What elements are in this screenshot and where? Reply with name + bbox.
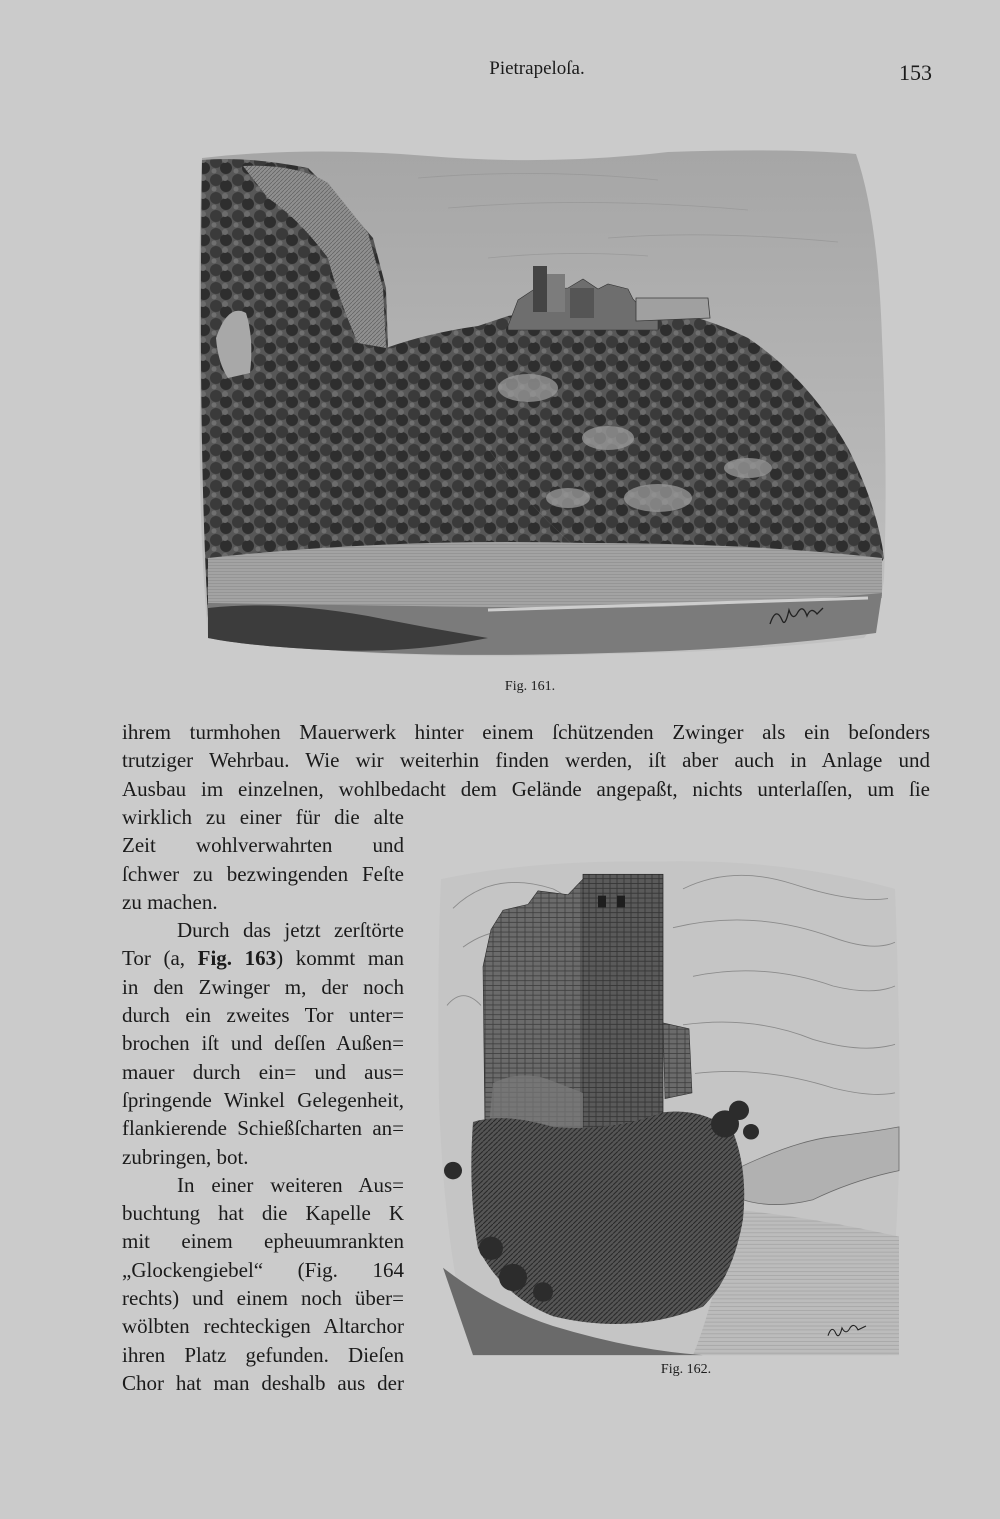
figure-162-caption: Fig. 162. bbox=[660, 1362, 712, 1377]
figure-161-caption: Fig. 161. bbox=[504, 679, 556, 694]
meadow bbox=[208, 542, 882, 608]
body-text-line: rechts) und einem noch über= bbox=[122, 1286, 404, 1311]
body-text-line: In einer weiteren Aus= bbox=[177, 1172, 404, 1197]
body-text-line: ſchwer zu bezwingenden Feſte bbox=[122, 861, 404, 886]
ruined-tower bbox=[483, 874, 692, 1141]
running-title: Pietrapeloſa. bbox=[489, 58, 585, 79]
body-text-line bbox=[122, 944, 404, 972]
body-text-line: ſpringende Winkel Gelegenheit, bbox=[122, 1087, 404, 1112]
body-text-line: ihrem turmhohen Mauerwerk hinter einem ſchützenden Zwinger als ein beſonders bbox=[122, 720, 930, 744]
body-text-line: durch ein zweites Tor unter= bbox=[122, 1003, 404, 1028]
body-text-line: Durch das jetzt zerſtörte bbox=[177, 918, 404, 943]
figure-161-illustration bbox=[188, 138, 888, 668]
body-text-line: mauer durch ein= und aus= bbox=[122, 1059, 404, 1084]
body-text-line: „Glockengiebel“ (Fig. 164 bbox=[122, 1257, 404, 1282]
body-text-line: brochen iſt und deſſen Außen= bbox=[122, 1031, 404, 1056]
body-text-line: trutziger Wehrbau. Wie wir weiterhin finden werden, iſt aber auch in Anlage und bbox=[122, 748, 930, 773]
body-text-line: in den Zwinger m, der noch bbox=[122, 974, 404, 999]
body-text-line: Zeit wohlverwahrten und bbox=[122, 833, 404, 858]
tower-window bbox=[598, 896, 606, 908]
body-text-line: ihren Platz gefunden. Dieſen bbox=[122, 1342, 404, 1367]
figure-reference: Fig. 163 bbox=[197, 946, 277, 971]
tower-annex bbox=[663, 1023, 692, 1099]
body-text-wide bbox=[122, 718, 930, 803]
text-segment: Tor (a, bbox=[122, 946, 198, 971]
body-text-line: wirklich zu einer für die alte bbox=[122, 805, 404, 829]
body-text-line: zu machen. bbox=[122, 889, 218, 914]
body-text-line: buchtung hat die Kapelle K bbox=[122, 1201, 404, 1226]
tower-keep bbox=[583, 874, 663, 1138]
rock-outcrop bbox=[471, 1111, 744, 1324]
body-text-line: zubringen, bot. bbox=[122, 1144, 249, 1169]
body-text-line: Chor hat man deshalb aus der bbox=[122, 1370, 404, 1395]
text-segment: ) kommt man bbox=[276, 946, 404, 971]
curtain-wall bbox=[636, 298, 710, 321]
page-number: 153 bbox=[899, 60, 932, 85]
body-text-line: flankierende Schießſcharten an= bbox=[122, 1116, 404, 1141]
body-text-line: mit einem epheuumrankten bbox=[122, 1229, 404, 1254]
tower-window bbox=[617, 896, 625, 908]
body-text-column bbox=[122, 803, 404, 1397]
body-text-line: Ausbau im einzelnen, wohlbedacht dem Gelände angepaßt, nichts unterlaſſen, um ſie bbox=[122, 776, 930, 801]
body-text-line: wölbten rechteckigen Altarchor bbox=[122, 1314, 404, 1339]
figure-162-illustration bbox=[433, 850, 903, 1360]
